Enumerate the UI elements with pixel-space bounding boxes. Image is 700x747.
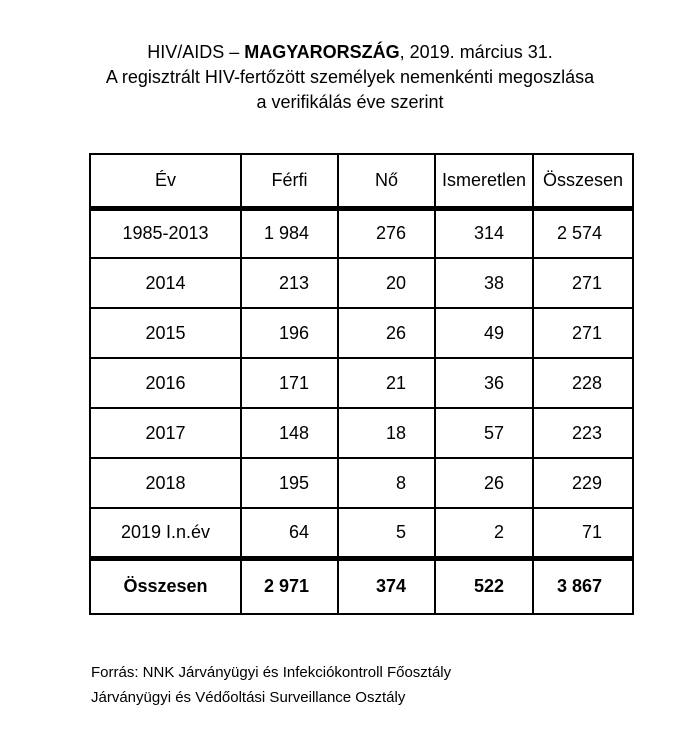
cell-year: 2014 bbox=[90, 258, 241, 308]
total-female: 374 bbox=[338, 558, 435, 614]
cell-total: 223 bbox=[533, 408, 633, 458]
cell-unknown: 26 bbox=[435, 458, 533, 508]
table-row bbox=[90, 508, 633, 558]
header-total: Összesen bbox=[533, 154, 633, 208]
cell-male: 195 bbox=[241, 458, 338, 508]
cell-total: 71 bbox=[533, 508, 633, 558]
table-header-row bbox=[90, 154, 633, 208]
cell-year: 2015 bbox=[90, 308, 241, 358]
table-row bbox=[90, 258, 633, 308]
cell-year: 2016 bbox=[90, 358, 241, 408]
table-row bbox=[90, 308, 633, 358]
cell-total: 271 bbox=[533, 258, 633, 308]
title-date: , 2019. március 31. bbox=[399, 42, 553, 62]
header-unknown: Ismeretlen bbox=[435, 154, 533, 208]
cell-year: 2018 bbox=[90, 458, 241, 508]
cell-unknown: 314 bbox=[435, 208, 533, 258]
source-line-2: Járványügyi és Védőoltási Surveillance Osztály bbox=[91, 689, 406, 706]
title-country: MAGYARORSZÁG bbox=[244, 42, 400, 62]
cell-male: 213 bbox=[241, 258, 338, 308]
header-male: Férfi bbox=[241, 154, 338, 208]
table-row bbox=[90, 208, 633, 258]
table-total-row bbox=[90, 558, 633, 614]
cell-total: 2 574 bbox=[533, 208, 633, 258]
total-unknown: 522 bbox=[435, 558, 533, 614]
title-line-3: a verifikálás éve szerint bbox=[256, 92, 444, 112]
source-note bbox=[91, 660, 451, 710]
cell-year: 2019 I.n.év bbox=[90, 508, 241, 558]
cell-total: 228 bbox=[533, 358, 633, 408]
cell-female: 18 bbox=[338, 408, 435, 458]
cell-unknown: 36 bbox=[435, 358, 533, 408]
header-female: Nő bbox=[338, 154, 435, 208]
cell-female: 5 bbox=[338, 508, 435, 558]
total-label: Összesen bbox=[90, 558, 241, 614]
cell-female: 21 bbox=[338, 358, 435, 408]
cell-male: 148 bbox=[241, 408, 338, 458]
cell-male: 171 bbox=[241, 358, 338, 408]
document-title bbox=[0, 40, 700, 115]
cell-male: 1 984 bbox=[241, 208, 338, 258]
table-row bbox=[90, 408, 633, 458]
source-line-1: Forrás: NNK Járványügyi és Infekciókontroll Főosztály bbox=[91, 664, 452, 681]
cell-female: 8 bbox=[338, 458, 435, 508]
title-line-2: A regisztrált HIV-fertőzött személyek nemenkénti megoszlása bbox=[105, 67, 595, 87]
cell-unknown: 49 bbox=[435, 308, 533, 358]
cell-female: 20 bbox=[338, 258, 435, 308]
header-year: Év bbox=[90, 154, 241, 208]
cell-total: 229 bbox=[533, 458, 633, 508]
cell-male: 196 bbox=[241, 308, 338, 358]
title-prefix: HIV/AIDS – bbox=[147, 42, 245, 62]
cell-unknown: 38 bbox=[435, 258, 533, 308]
table-row bbox=[90, 458, 633, 508]
cell-male: 64 bbox=[241, 508, 338, 558]
cell-female: 26 bbox=[338, 308, 435, 358]
cell-total: 271 bbox=[533, 308, 633, 358]
hiv-statistics-table bbox=[89, 153, 634, 615]
cell-female: 276 bbox=[338, 208, 435, 258]
total-total: 3 867 bbox=[533, 558, 633, 614]
table-row bbox=[90, 358, 633, 408]
cell-unknown: 2 bbox=[435, 508, 533, 558]
title-line-1 bbox=[0, 40, 700, 65]
total-male: 2 971 bbox=[241, 558, 338, 614]
cell-year: 1985-2013 bbox=[90, 208, 241, 258]
cell-year: 2017 bbox=[90, 408, 241, 458]
cell-unknown: 57 bbox=[435, 408, 533, 458]
